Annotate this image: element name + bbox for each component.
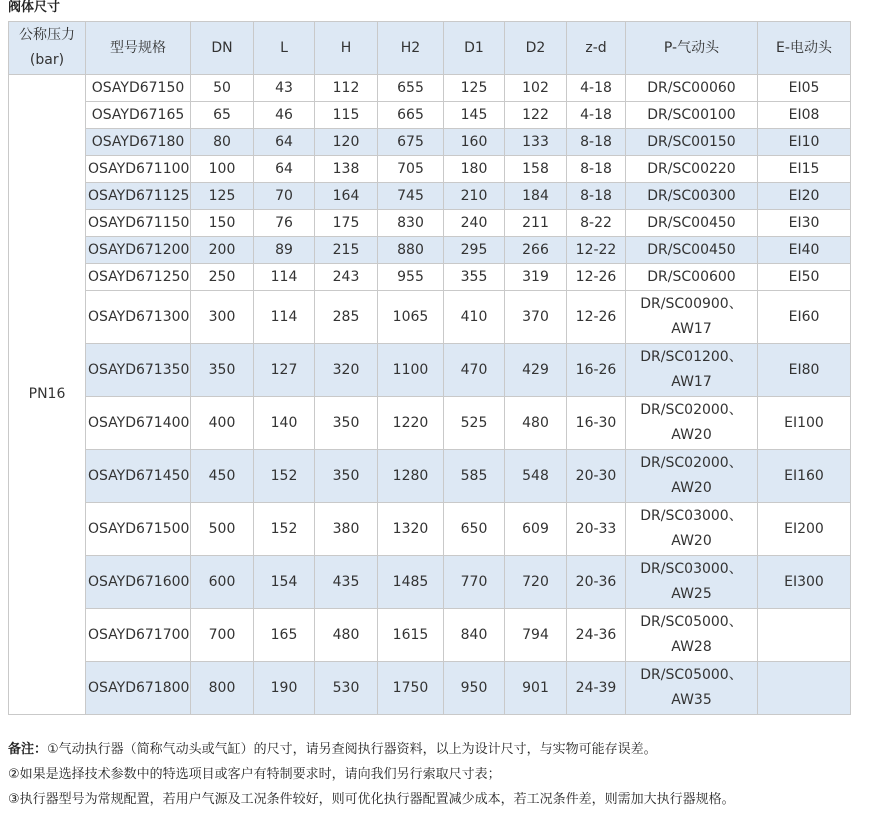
cell-electric: EI300: [758, 556, 851, 609]
pneumatic-line-1: DR/SC03000、: [640, 508, 743, 524]
cell-pneumatic: DR/SC00450: [626, 210, 758, 237]
cell-dn: 100: [191, 156, 254, 183]
cell-l: 64: [254, 129, 315, 156]
pneumatic-line-1: DR/SC03000、: [640, 561, 743, 577]
header-h2: H2: [378, 22, 444, 75]
cell-h2: 1280: [378, 450, 444, 503]
cell-zd: 24-36: [567, 609, 626, 662]
pneumatic-line-2: AW17: [671, 374, 712, 390]
pneumatic-line-1: DR/SC05000、: [640, 614, 743, 630]
table-row: [9, 183, 851, 210]
pneumatic-line-1: DR/SC02000、: [640, 455, 743, 471]
cell-h2: 1320: [378, 503, 444, 556]
header-electric: E-电动头: [758, 22, 851, 75]
cell-d2: 548: [505, 450, 567, 503]
cell-dn: 65: [191, 102, 254, 129]
cell-d2: 609: [505, 503, 567, 556]
cell-d2: 158: [505, 156, 567, 183]
note-1-text: ①气动执行器（简称气动头或气缸）的尺寸，请另查阅执行器资料，以上为设计尺寸，与实物可能存误差。: [47, 742, 657, 757]
cell-electric: [758, 662, 851, 715]
cell-d2: 370: [505, 291, 567, 344]
cell-electric: EI05: [758, 75, 851, 102]
cell-h: 112: [315, 75, 378, 102]
cell-pneumatic: DR/SC00450: [626, 237, 758, 264]
cell-electric: EI50: [758, 264, 851, 291]
cell-h: 138: [315, 156, 378, 183]
cell-model: OSAYD67150: [86, 75, 191, 102]
cell-l: 140: [254, 397, 315, 450]
note-3: ③执行器型号为常规配置，若用户气源及工况条件较好，则可优化执行器配置减少成本，若工况条件差，则需加大执行器规格。: [8, 792, 735, 807]
cell-d2: 794: [505, 609, 567, 662]
table-row: [9, 291, 851, 344]
cell-h: 435: [315, 556, 378, 609]
cell-dn: 300: [191, 291, 254, 344]
cell-h: 380: [315, 503, 378, 556]
cell-d2: 211: [505, 210, 567, 237]
pneumatic-line-1: DR/SC01200、: [640, 349, 743, 365]
cell-h: 350: [315, 397, 378, 450]
cell-dn: 125: [191, 183, 254, 210]
pneumatic-line-2: AW25: [671, 586, 712, 602]
cell-h: 480: [315, 609, 378, 662]
cell-d2: 184: [505, 183, 567, 210]
cell-zd: 8-18: [567, 156, 626, 183]
spec-table: [8, 21, 851, 715]
cell-pneumatic: DR/SC00150: [626, 129, 758, 156]
header-dn: DN: [191, 22, 254, 75]
cell-pneumatic: DR/SC00300: [626, 183, 758, 210]
cell-pneumatic: [626, 662, 758, 715]
cell-d1: 585: [444, 450, 505, 503]
cell-zd: 20-30: [567, 450, 626, 503]
cell-d2: 266: [505, 237, 567, 264]
cell-dn: 200: [191, 237, 254, 264]
cell-model: OSAYD671200: [86, 237, 191, 264]
table-row: [9, 450, 851, 503]
cell-model: OSAYD671100: [86, 156, 191, 183]
cell-d2: 122: [505, 102, 567, 129]
cell-h: 175: [315, 210, 378, 237]
header-h: H: [315, 22, 378, 75]
cell-model: OSAYD671800: [86, 662, 191, 715]
cell-l: 190: [254, 662, 315, 715]
cell-model: OSAYD671350: [86, 344, 191, 397]
cell-electric: EI15: [758, 156, 851, 183]
pneumatic-line-2: AW17: [671, 321, 712, 337]
cell-electric: EI60: [758, 291, 851, 344]
table-row: [9, 102, 851, 129]
cell-l: 165: [254, 609, 315, 662]
table-row: [9, 344, 851, 397]
cell-h2: 665: [378, 102, 444, 129]
cell-zd: 24-39: [567, 662, 626, 715]
cell-zd: 20-36: [567, 556, 626, 609]
cell-zd: 8-18: [567, 183, 626, 210]
cell-d1: 160: [444, 129, 505, 156]
cell-h: 350: [315, 450, 378, 503]
cell-h2: 675: [378, 129, 444, 156]
cell-model: OSAYD671600: [86, 556, 191, 609]
cell-pneumatic: [626, 291, 758, 344]
cell-pneumatic: [626, 609, 758, 662]
cell-l: 43: [254, 75, 315, 102]
header-model: 型号规格: [86, 22, 191, 75]
cell-dn: 450: [191, 450, 254, 503]
cell-electric: EI30: [758, 210, 851, 237]
notes: [8, 737, 735, 812]
cell-zd: 20-33: [567, 503, 626, 556]
cell-d1: 525: [444, 397, 505, 450]
cell-d1: 950: [444, 662, 505, 715]
notes-label: 备注：: [8, 742, 48, 757]
cell-electric: EI200: [758, 503, 851, 556]
table-row: [9, 156, 851, 183]
cell-d1: 145: [444, 102, 505, 129]
header-zd: z-d: [567, 22, 626, 75]
cell-d1: 125: [444, 75, 505, 102]
cell-l: 152: [254, 503, 315, 556]
cell-pneumatic: DR/SC00220: [626, 156, 758, 183]
pneumatic-line-2: AW20: [671, 533, 712, 549]
cell-d1: 240: [444, 210, 505, 237]
cell-zd: 16-30: [567, 397, 626, 450]
cell-h2: 1065: [378, 291, 444, 344]
cell-zd: 4-18: [567, 75, 626, 102]
cell-model: OSAYD671125: [86, 183, 191, 210]
note-2: ②如果是选择技术参数中的特选项目或客户有特制要求时，请向我们另行索取尺寸表；: [8, 767, 501, 782]
cell-electric: EI100: [758, 397, 851, 450]
cell-pneumatic: [626, 344, 758, 397]
pressure-cell: PN16: [9, 75, 86, 715]
cell-l: 46: [254, 102, 315, 129]
table-row: [9, 503, 851, 556]
table-row: [9, 264, 851, 291]
cell-h: 164: [315, 183, 378, 210]
cell-h2: 1750: [378, 662, 444, 715]
cell-h: 115: [315, 102, 378, 129]
cell-model: OSAYD67165: [86, 102, 191, 129]
cell-l: 152: [254, 450, 315, 503]
cell-electric: EI20: [758, 183, 851, 210]
cell-dn: 800: [191, 662, 254, 715]
cell-d1: 295: [444, 237, 505, 264]
cell-zd: 12-26: [567, 264, 626, 291]
header-d1: D1: [444, 22, 505, 75]
cell-dn: 500: [191, 503, 254, 556]
cell-pneumatic: [626, 503, 758, 556]
cell-h: 243: [315, 264, 378, 291]
page-title: 阀体尺寸: [8, 0, 61, 15]
table-header: [9, 22, 851, 75]
cell-d2: 429: [505, 344, 567, 397]
table-row: [9, 662, 851, 715]
cell-h2: 705: [378, 156, 444, 183]
pneumatic-line-1: DR/SC02000、: [640, 402, 743, 418]
cell-d1: 770: [444, 556, 505, 609]
cell-h2: 1485: [378, 556, 444, 609]
cell-l: 64: [254, 156, 315, 183]
header-pressure: [9, 22, 86, 75]
cell-pneumatic: DR/SC00100: [626, 102, 758, 129]
cell-d2: 319: [505, 264, 567, 291]
pneumatic-line-1: DR/SC05000、: [640, 667, 743, 683]
cell-zd: 8-22: [567, 210, 626, 237]
table-row: [9, 129, 851, 156]
cell-d1: 650: [444, 503, 505, 556]
cell-dn: 80: [191, 129, 254, 156]
cell-zd: 4-18: [567, 102, 626, 129]
table-row: [9, 609, 851, 662]
cell-h: 215: [315, 237, 378, 264]
cell-h2: 1220: [378, 397, 444, 450]
cell-dn: 700: [191, 609, 254, 662]
cell-d2: 720: [505, 556, 567, 609]
cell-model: OSAYD671450: [86, 450, 191, 503]
cell-d2: 102: [505, 75, 567, 102]
cell-h: 120: [315, 129, 378, 156]
cell-pneumatic: [626, 450, 758, 503]
cell-d1: 210: [444, 183, 505, 210]
cell-h2: 955: [378, 264, 444, 291]
cell-electric: [758, 609, 851, 662]
cell-h: 530: [315, 662, 378, 715]
cell-dn: 50: [191, 75, 254, 102]
cell-l: 154: [254, 556, 315, 609]
cell-d1: 355: [444, 264, 505, 291]
cell-d1: 180: [444, 156, 505, 183]
cell-d1: 840: [444, 609, 505, 662]
cell-electric: EI10: [758, 129, 851, 156]
cell-electric: EI160: [758, 450, 851, 503]
cell-zd: 8-18: [567, 129, 626, 156]
cell-h: 320: [315, 344, 378, 397]
cell-model: OSAYD671700: [86, 609, 191, 662]
cell-l: 114: [254, 264, 315, 291]
cell-pneumatic: [626, 556, 758, 609]
table-row: [9, 237, 851, 264]
cell-dn: 250: [191, 264, 254, 291]
cell-pneumatic: [626, 397, 758, 450]
cell-l: 89: [254, 237, 315, 264]
cell-zd: 12-26: [567, 291, 626, 344]
cell-l: 127: [254, 344, 315, 397]
header-l: L: [254, 22, 315, 75]
cell-l: 70: [254, 183, 315, 210]
cell-model: OSAYD671400: [86, 397, 191, 450]
cell-l: 114: [254, 291, 315, 344]
cell-pneumatic: DR/SC00600: [626, 264, 758, 291]
pneumatic-line-2: AW20: [671, 427, 712, 443]
cell-h2: 1100: [378, 344, 444, 397]
cell-electric: EI40: [758, 237, 851, 264]
cell-model: OSAYD671250: [86, 264, 191, 291]
header-pressure-label: 公称压力(bar): [19, 27, 75, 68]
table-body: [9, 75, 851, 715]
table-row: [9, 210, 851, 237]
cell-dn: 150: [191, 210, 254, 237]
cell-dn: 400: [191, 397, 254, 450]
pneumatic-line-2: AW28: [671, 639, 712, 655]
cell-model: OSAYD67180: [86, 129, 191, 156]
note-1: [8, 737, 735, 762]
table-row: [9, 397, 851, 450]
cell-model: OSAYD671150: [86, 210, 191, 237]
cell-h2: 1615: [378, 609, 444, 662]
cell-d2: 901: [505, 662, 567, 715]
cell-zd: 12-22: [567, 237, 626, 264]
cell-h2: 655: [378, 75, 444, 102]
cell-model: OSAYD671300: [86, 291, 191, 344]
cell-d1: 410: [444, 291, 505, 344]
cell-zd: 16-26: [567, 344, 626, 397]
cell-electric: EI08: [758, 102, 851, 129]
cell-h2: 830: [378, 210, 444, 237]
cell-h2: 880: [378, 237, 444, 264]
pneumatic-line-1: DR/SC00900、: [640, 296, 743, 312]
header-pneumatic: P-气动头: [626, 22, 758, 75]
cell-h2: 745: [378, 183, 444, 210]
pneumatic-line-2: AW20: [671, 480, 712, 496]
cell-d2: 133: [505, 129, 567, 156]
cell-d1: 470: [444, 344, 505, 397]
table-row: [9, 75, 851, 102]
cell-d2: 480: [505, 397, 567, 450]
cell-electric: EI80: [758, 344, 851, 397]
pneumatic-line-2: AW35: [671, 692, 712, 708]
cell-dn: 600: [191, 556, 254, 609]
cell-l: 76: [254, 210, 315, 237]
table-row: [9, 556, 851, 609]
cell-dn: 350: [191, 344, 254, 397]
header-d2: D2: [505, 22, 567, 75]
cell-model: OSAYD671500: [86, 503, 191, 556]
cell-h: 285: [315, 291, 378, 344]
cell-pneumatic: DR/SC00060: [626, 75, 758, 102]
